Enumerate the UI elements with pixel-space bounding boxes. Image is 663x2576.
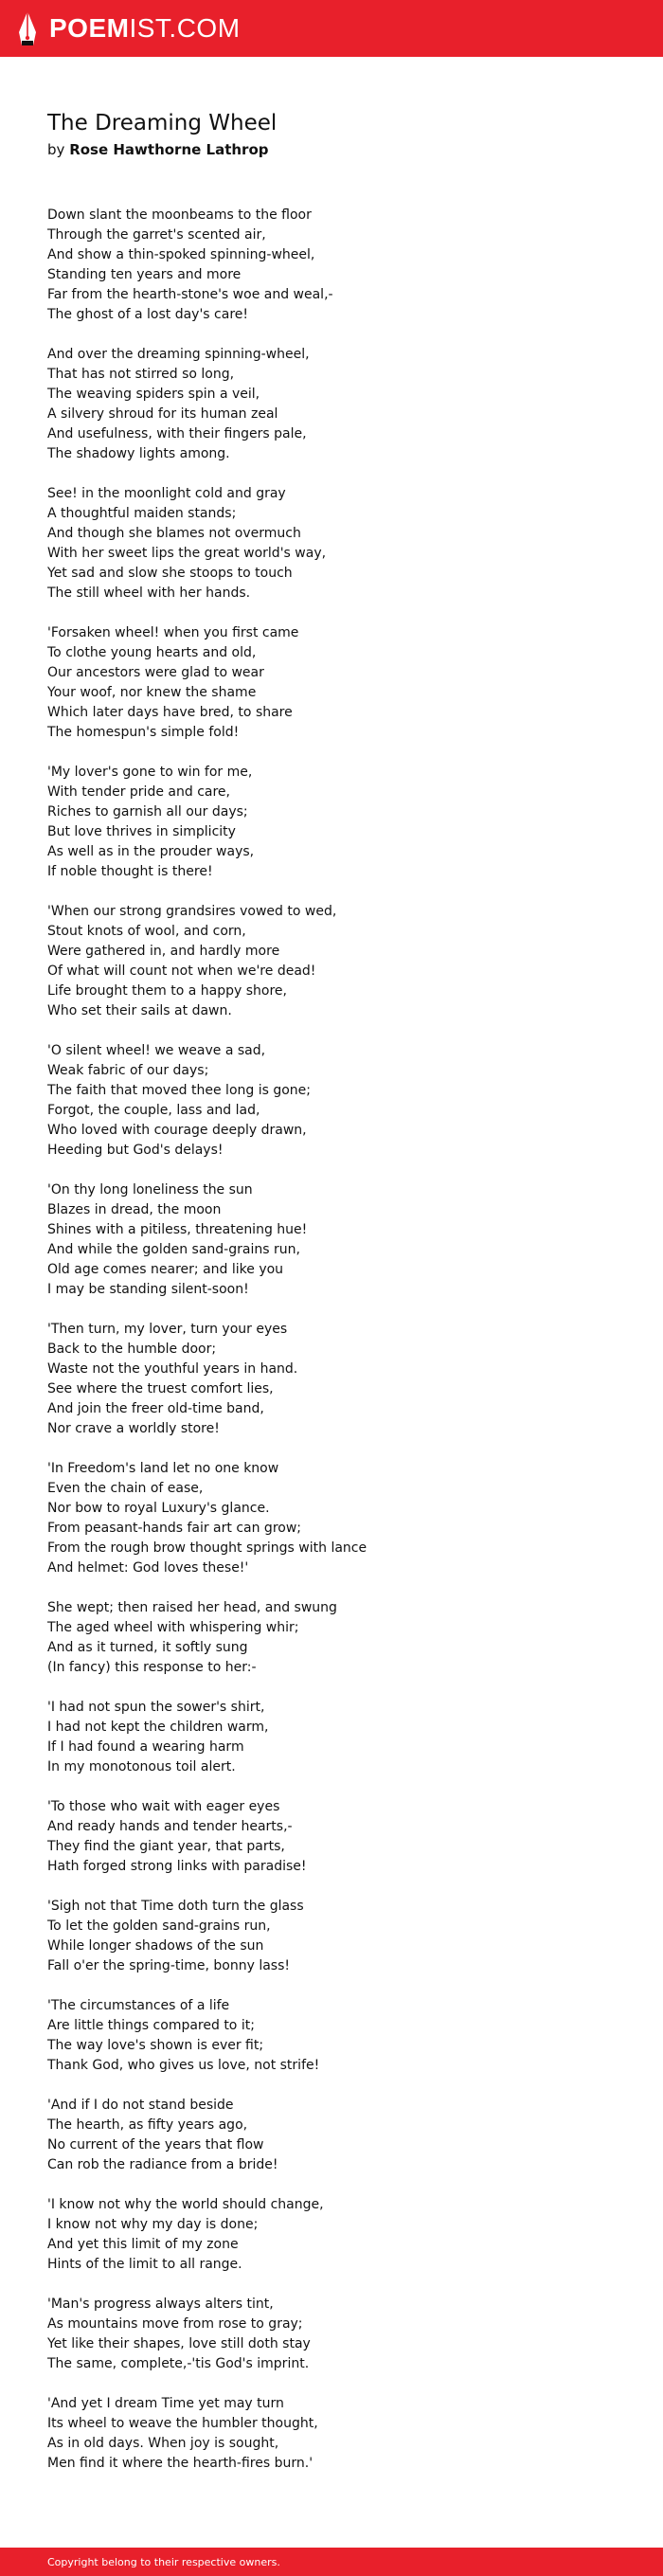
poem-line: The weaving spiders spin a veil, <box>47 387 260 402</box>
poem-line: From the rough brow thought springs with lance <box>47 1540 367 1556</box>
poem-line: In my monotonous toil alert. <box>47 1759 236 1774</box>
poem-line: I may be standing silent-soon! <box>47 1282 249 1297</box>
by-label: by <box>47 141 65 158</box>
poem-line: Your woof, nor knew the shame <box>47 685 257 700</box>
poem-line: To clothe young hearts and old, <box>47 645 257 660</box>
poem-line: The still wheel with her hands. <box>47 585 251 601</box>
poem-line: 'When our strong grandsires vowed to wed, <box>47 904 337 919</box>
poem-line: 'The circumstances of a life <box>47 1998 230 2013</box>
poem-line: The hearth, as fifty years ago, <box>47 2117 248 2133</box>
poem-line: 'And yet I dream Time yet may turn <box>47 2396 284 2411</box>
poem-line: Its wheel to weave the humbler thought, <box>47 2416 318 2431</box>
poem-line: 'To those who wait with eager eyes <box>47 1799 280 1814</box>
poem-line: Weak fabric of our days; <box>47 1063 209 1078</box>
poem-line: Who loved with courage deeply drawn, <box>47 1123 307 1138</box>
poem-stanza <box>47 623 616 743</box>
quill-pen-icon[interactable] <box>17 9 38 47</box>
poem-line: A thoughtful maiden stands; <box>47 506 237 521</box>
poem-stanza <box>47 484 616 603</box>
poem-stanza <box>47 1459 616 1578</box>
poem-line: And though she blames not overmuch <box>47 526 301 541</box>
poem-author: Rose Hawthorne Lathrop <box>69 141 269 158</box>
poem-line: 'On thy long loneliness the sun <box>47 1182 253 1198</box>
site-header <box>0 0 663 57</box>
poem-line: Are little things compared to it; <box>47 2018 255 2033</box>
poem-line: Nor bow to royal Luxury's glance. <box>47 1501 270 1516</box>
poem-line: Fall o'er the spring-time, bonny lass! <box>47 1958 291 1973</box>
poem-stanza <box>47 1996 616 2076</box>
poem-stanza <box>47 345 616 464</box>
poem-line: And helmet: God loves these!' <box>47 1560 249 1576</box>
poem-stanza <box>47 2295 616 2374</box>
poem-stanza <box>47 1598 616 1678</box>
poem-line: Back to the humble door; <box>47 1342 217 1357</box>
poem-line: And yet this limit of my zone <box>47 2237 239 2252</box>
poem-line: And show a thin-spoked spinning-wheel, <box>47 247 315 262</box>
poem-line: See! in the moonlight cold and gray <box>47 486 286 501</box>
poem-byline <box>47 138 269 161</box>
poem-line: And ready hands and tender hearts,- <box>47 1819 293 1834</box>
poem-line: And as it turned, it softly sung <box>47 1640 248 1655</box>
poem-line: Who set their sails at dawn. <box>47 1003 232 1018</box>
poem-line: The way love's shown is ever fit; <box>47 2038 264 2053</box>
poem-line: Men find it where the hearth-fires burn.' <box>47 2456 314 2471</box>
poem-line: Far from the hearth-stone's woe and weal,- <box>47 287 333 302</box>
poem-line: Old age comes nearer; and like you <box>47 1262 284 1277</box>
poem-line: That has not stirred so long, <box>47 367 235 382</box>
poem-line: To let the golden sand-grains run, <box>47 1918 271 1934</box>
poem-stanza <box>47 206 616 325</box>
poem-line: Blazes in dread, the moon <box>47 1202 222 1217</box>
poem-body <box>47 206 616 2494</box>
poem-line: Were gathered in, and hardly more <box>47 944 280 959</box>
poem-line: Hints of the limit to all range. <box>47 2257 242 2272</box>
poem-line: Hath forged strong links with paradise! <box>47 1859 307 1874</box>
poem-stanza <box>47 1041 616 1161</box>
poem-line: Heeding but God's delays! <box>47 1143 224 1158</box>
poem-line: Waste not the youthful years in hand. <box>47 1361 298 1377</box>
poem-stanza <box>47 2394 616 2474</box>
poem-line: Riches to garnish all our days; <box>47 804 248 820</box>
poem-line: 'My lover's gone to win for me, <box>47 765 253 780</box>
poem-line: And join the freer old-time band, <box>47 1401 264 1416</box>
poem-line: Nor crave a worldly store! <box>47 1421 220 1436</box>
poem-stanza <box>47 2195 616 2275</box>
poem-line: As in old days. When joy is sought, <box>47 2436 279 2451</box>
poem-line: From peasant-hands fair art can grow; <box>47 1521 302 1536</box>
logo-text-light: IST.COM <box>129 13 241 43</box>
poem-stanza <box>47 1698 616 1777</box>
poem-line: If noble thought is there! <box>47 864 213 879</box>
poem-line: Down slant the moonbeams to the floor <box>47 207 312 223</box>
poem-line: Standing ten years and more <box>47 267 242 282</box>
poem-line: 'Man's progress always alters tint, <box>47 2297 274 2312</box>
poem-line: And usefulness, with their fingers pale, <box>47 426 307 441</box>
poem-line: 'O silent wheel! we weave a sad, <box>47 1043 266 1058</box>
poem-line: Forgot, the couple, lass and lad, <box>47 1103 260 1118</box>
poem-line: They find the giant year, that parts, <box>47 1839 285 1854</box>
poem-line: Yet like their shapes, love still doth stay <box>47 2336 311 2351</box>
poem-line: While longer shadows of the sun <box>47 1938 264 1954</box>
poem-line: I had not kept the children warm, <box>47 1720 269 1735</box>
poem-line: 'Then turn, my lover, turn your eyes <box>47 1322 288 1337</box>
poem-line: The ghost of a lost day's care! <box>47 307 249 322</box>
poem-line: If I had found a wearing harm <box>47 1739 244 1755</box>
poem-line: As mountains move from rose to gray; <box>47 2316 303 2332</box>
poem-line: 'Sigh not that Time doth turn the glass <box>47 1899 304 1914</box>
poem-line: And while the golden sand-grains run, <box>47 1242 300 1257</box>
poem-line: Shines with a pitiless, threatening hue! <box>47 1222 308 1237</box>
poem-line: As well as in the prouder ways, <box>47 844 255 859</box>
poem-line: Yet sad and slow she stoops to touch <box>47 566 293 581</box>
poem-line: The homespun's simple fold! <box>47 725 240 740</box>
poem-line: A silvery shroud for its human zeal <box>47 406 278 422</box>
poem-line: With her sweet lips the great world's way, <box>47 546 327 561</box>
poem-title: The Dreaming Wheel <box>47 111 278 135</box>
poem-stanza <box>47 763 616 882</box>
poem-line: Through the garret's scented air, <box>47 227 266 243</box>
poem-line: No current of the years that flow <box>47 2137 264 2153</box>
poem-line: Stout knots of wool, and corn, <box>47 924 246 939</box>
poem-line: Life brought them to a happy shore, <box>47 983 287 999</box>
poem-line: And over the dreaming spinning-wheel, <box>47 347 310 362</box>
poem-line: She wept; then raised her head, and swung <box>47 1600 337 1615</box>
poem-line: With tender pride and care, <box>47 784 230 800</box>
poem-line: Can rob the radiance from a bride! <box>47 2157 278 2172</box>
site-footer <box>0 2548 663 2576</box>
poem-line: 'In Freedom's land let no one know <box>47 1461 279 1476</box>
poem-line: I know not why my day is done; <box>47 2217 259 2232</box>
copyright-notice: Copyright belong to their respective owners. <box>47 2555 280 2568</box>
poem-line: The same, complete,-'tis God's imprint. <box>47 2356 310 2371</box>
site-logo[interactable] <box>49 15 241 42</box>
poem-stanza <box>47 1897 616 1976</box>
poem-line: 'And if I do not stand beside <box>47 2098 234 2113</box>
poem-line: (In fancy) this response to her:- <box>47 1660 257 1675</box>
poem-line: Our ancestors were glad to wear <box>47 665 264 680</box>
poem-stanza <box>47 1320 616 1439</box>
poem-line: 'I know not why the world should change, <box>47 2197 324 2212</box>
poem-line: 'Forsaken wheel! when you first came <box>47 625 299 640</box>
poem-stanza <box>47 1797 616 1877</box>
poem-line: Thank God, who gives us love, not strife! <box>47 2058 320 2073</box>
poem-line: See where the truest comfort lies, <box>47 1381 274 1396</box>
poem-line: Of what will count not when we're dead! <box>47 964 316 979</box>
poem-line: 'I had not spun the sower's shirt, <box>47 1700 265 1715</box>
poem-stanza <box>47 2096 616 2175</box>
poem-line: The faith that moved thee long is gone; <box>47 1083 312 1098</box>
poem-line: The shadowy lights among. <box>47 446 230 461</box>
poem-stanza <box>47 902 616 1021</box>
poem-line: Which later days have bred, to share <box>47 705 293 720</box>
poem-stanza <box>47 1180 616 1300</box>
poem-line: But love thrives in simplicity <box>47 824 236 839</box>
poem-line: The aged wheel with whispering whir; <box>47 1620 299 1635</box>
logo-text-bold: POEM <box>49 13 130 43</box>
poem-line: Even the chain of ease, <box>47 1481 204 1496</box>
